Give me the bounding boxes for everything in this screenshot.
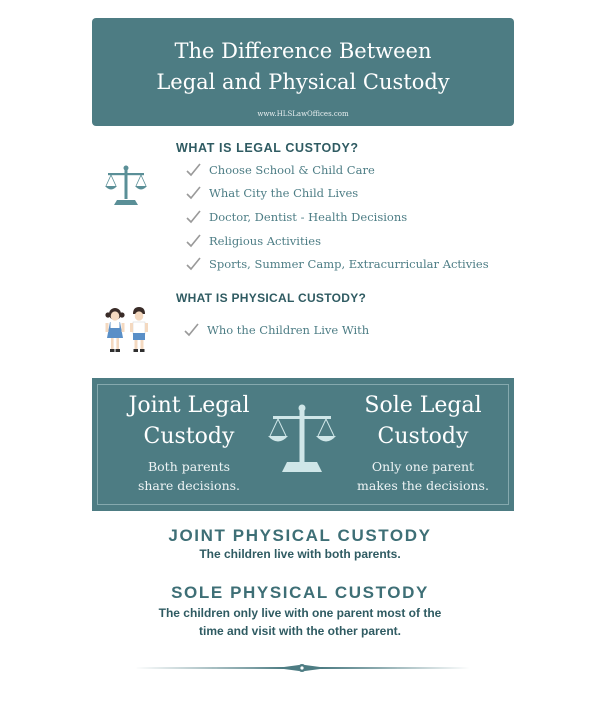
list-item xyxy=(186,182,489,206)
list-item xyxy=(186,158,489,182)
sole-physical-description xyxy=(0,604,600,640)
list-item xyxy=(186,252,489,276)
sole-physical-desc-line1: The children only live with one parent most of the xyxy=(158,606,442,620)
sole-legal-desc-line2: makes the decisions. xyxy=(357,478,489,493)
checkmark-icon xyxy=(184,323,199,337)
joint-legal-desc-line2: share decisions. xyxy=(137,478,241,493)
children-icon xyxy=(102,303,152,355)
page-title xyxy=(92,36,514,98)
physical-custody-list xyxy=(184,318,369,342)
checkmark-icon xyxy=(186,257,201,271)
page-title-line2: Legal and Physical Custody xyxy=(156,70,450,94)
sole-legal-title-line1: Sole Legal xyxy=(364,393,482,418)
list-item xyxy=(184,318,369,342)
legal-custody-heading: WHAT IS LEGAL CUSTODY? xyxy=(176,141,359,155)
list-item-text: Who the Children Live With xyxy=(207,322,370,337)
legal-custody-list xyxy=(186,158,489,276)
joint-legal-title-line2: Custody xyxy=(143,424,235,449)
checkmark-icon xyxy=(186,186,201,200)
list-item-text: Choose School & Child Care xyxy=(209,162,375,177)
scale-icon xyxy=(267,404,337,478)
joint-physical-description: The children live with both parents. xyxy=(199,547,401,561)
list-item-text: Sports, Summer Camp, Extracurricular Activies xyxy=(209,257,489,272)
joint-legal-desc-line1: Both parents xyxy=(147,459,231,474)
list-item-text: Doctor, Dentist - Health Decisions xyxy=(209,209,408,224)
title-banner xyxy=(92,18,514,126)
list-item-text: Religious Activities xyxy=(209,233,321,248)
physical-custody-heading: WHAT IS PHYSICAL CUSTODY? xyxy=(176,291,367,305)
sole-legal-title xyxy=(340,390,506,452)
checkmark-icon xyxy=(186,234,201,248)
website-url: www.HLSLawOffices.com xyxy=(257,110,349,118)
sole-legal-desc-line1: Only one parent xyxy=(371,459,475,474)
scale-icon xyxy=(103,164,149,208)
list-item xyxy=(186,229,489,253)
joint-physical-title: JOINT PHYSICAL CUSTODY xyxy=(168,526,432,545)
checkmark-icon xyxy=(186,210,201,224)
list-item-text: What City the Child Lives xyxy=(209,186,359,201)
girl-figure xyxy=(105,308,124,352)
checkmark-icon xyxy=(186,163,201,177)
boy-figure xyxy=(130,307,148,352)
ornament-divider xyxy=(134,660,470,676)
joint-legal-description xyxy=(110,457,268,495)
sole-legal-description xyxy=(340,457,506,495)
list-item xyxy=(186,205,489,229)
sole-physical-desc-line2: time and visit with the other parent. xyxy=(198,624,402,638)
sole-legal-title-line2: Custody xyxy=(377,424,469,449)
joint-legal-title-line1: Joint Legal xyxy=(128,393,250,418)
sole-physical-title: SOLE PHYSICAL CUSTODY xyxy=(171,583,429,602)
page-title-line1: The Difference Between xyxy=(174,39,432,63)
joint-legal-title xyxy=(110,390,268,452)
